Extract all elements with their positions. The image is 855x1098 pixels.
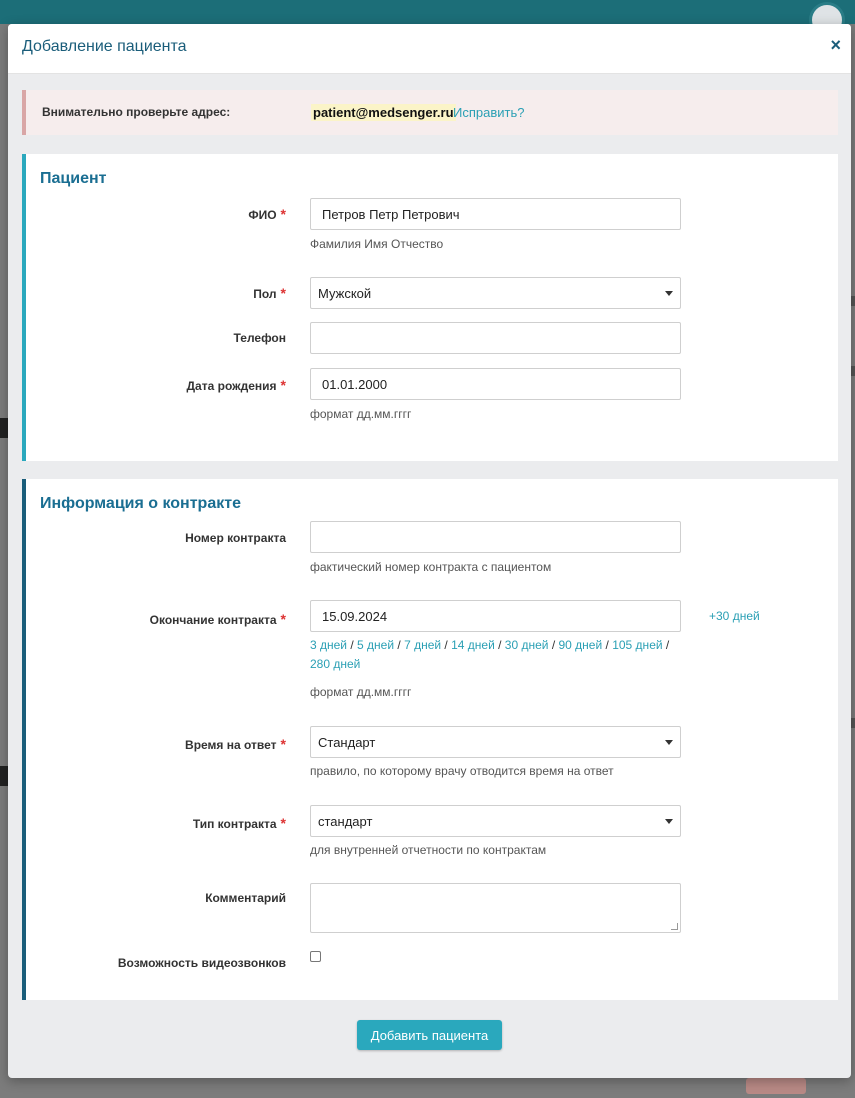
required-marker: * <box>280 377 286 393</box>
gender-select[interactable] <box>310 277 681 309</box>
response-time-select-value: Стандарт <box>318 735 376 750</box>
phone-input[interactable] <box>310 322 681 354</box>
quick-link-7[interactable]: 7 дней <box>404 638 442 652</box>
background-sidebar-fragment <box>0 766 8 786</box>
contract-number-help: фактический номер контракта с пациентом <box>310 560 552 574</box>
background-fragment <box>851 296 855 306</box>
background-fragment <box>851 718 855 728</box>
contract-number-input[interactable] <box>310 521 681 553</box>
contract-end-input[interactable]: 15.09.2024 <box>310 600 681 632</box>
response-time-label: Время на ответ * <box>185 736 286 752</box>
response-time-select[interactable] <box>310 726 681 758</box>
chevron-down-icon <box>665 819 673 824</box>
quick-link-3[interactable]: 3 дней <box>310 638 348 652</box>
app-topbar <box>0 0 855 24</box>
patient-section-title: Пациент <box>40 170 107 187</box>
phone-label: Телефон <box>233 331 286 345</box>
chevron-down-icon <box>665 740 673 745</box>
alert-label: Внимательно проверьте адрес: <box>42 105 231 119</box>
fio-input[interactable]: Петров Петр Петрович <box>310 198 681 230</box>
plus-30-days-link[interactable]: +30 дней <box>709 609 760 623</box>
quick-duration-links: 3 дней / 5 дней / 7 дней / 14 дней / 30 дней / 90 дней / 105 дней / 280 дней <box>310 638 670 671</box>
required-marker: * <box>280 815 286 831</box>
quick-link-90[interactable]: 90 дней <box>558 638 603 652</box>
fio-help: Фамилия Имя Отчество <box>310 237 444 251</box>
background-sidebar-fragment <box>0 418 8 438</box>
required-marker: * <box>280 206 286 222</box>
fix-email-link[interactable]: Исправить? <box>453 105 525 120</box>
chevron-down-icon <box>665 291 673 296</box>
resize-grip-icon[interactable] <box>671 923 678 930</box>
video-calls-label: Возможность видеозвонков <box>117 956 286 970</box>
comment-label: Комментарий <box>205 891 286 905</box>
modal-header <box>8 24 851 74</box>
gender-select-value: Мужской <box>318 286 372 301</box>
birth-date-input[interactable]: 01.01.2000 <box>310 368 681 400</box>
background-button-fragment <box>746 1078 806 1094</box>
quick-link-14[interactable]: 14 дней <box>451 638 495 652</box>
birth-date-label: Дата рождения * <box>186 377 286 393</box>
contract-type-select[interactable] <box>310 805 681 837</box>
contract-number-label: Номер контракта <box>185 531 286 545</box>
email-warning-alert <box>22 90 838 135</box>
contract-type-help: для внутренней отчетности по контрактам <box>310 843 547 857</box>
contract-end-help: формат дд.мм.гггг <box>310 685 412 699</box>
alert-email: patient@medsenger.ru <box>313 105 454 120</box>
contract-end-label: Окончание контракта * <box>149 611 286 627</box>
close-icon[interactable]: × <box>830 35 841 55</box>
required-marker: * <box>280 736 286 752</box>
video-calls-checkbox[interactable] <box>310 951 321 962</box>
comment-textarea[interactable] <box>310 883 681 933</box>
response-time-help: правило, по которому врачу отводится время на ответ <box>310 764 614 778</box>
add-patient-button[interactable]: Добавить пациента <box>357 1020 502 1050</box>
background-fragment <box>851 366 855 376</box>
add-patient-modal <box>8 24 851 1078</box>
quick-link-30[interactable]: 30 дней <box>504 638 549 652</box>
fio-label: ФИО * <box>248 206 286 222</box>
modal-title: Добавление пациента <box>22 38 187 55</box>
patient-section <box>22 154 838 461</box>
quick-link-5[interactable]: 5 дней <box>357 638 395 652</box>
quick-link-105[interactable]: 105 дней <box>612 638 663 652</box>
gender-label: Пол * <box>253 285 286 301</box>
birth-date-help: формат дд.мм.гггг <box>310 407 412 421</box>
contract-section-title: Информация о контракте <box>40 495 241 512</box>
contract-type-label: Тип контракта * <box>192 815 286 831</box>
quick-link-280[interactable]: 280 дней <box>310 657 361 671</box>
contract-type-select-value: стандарт <box>318 814 373 829</box>
required-marker: * <box>280 611 286 627</box>
required-marker: * <box>280 285 286 301</box>
contract-section <box>22 479 838 1000</box>
